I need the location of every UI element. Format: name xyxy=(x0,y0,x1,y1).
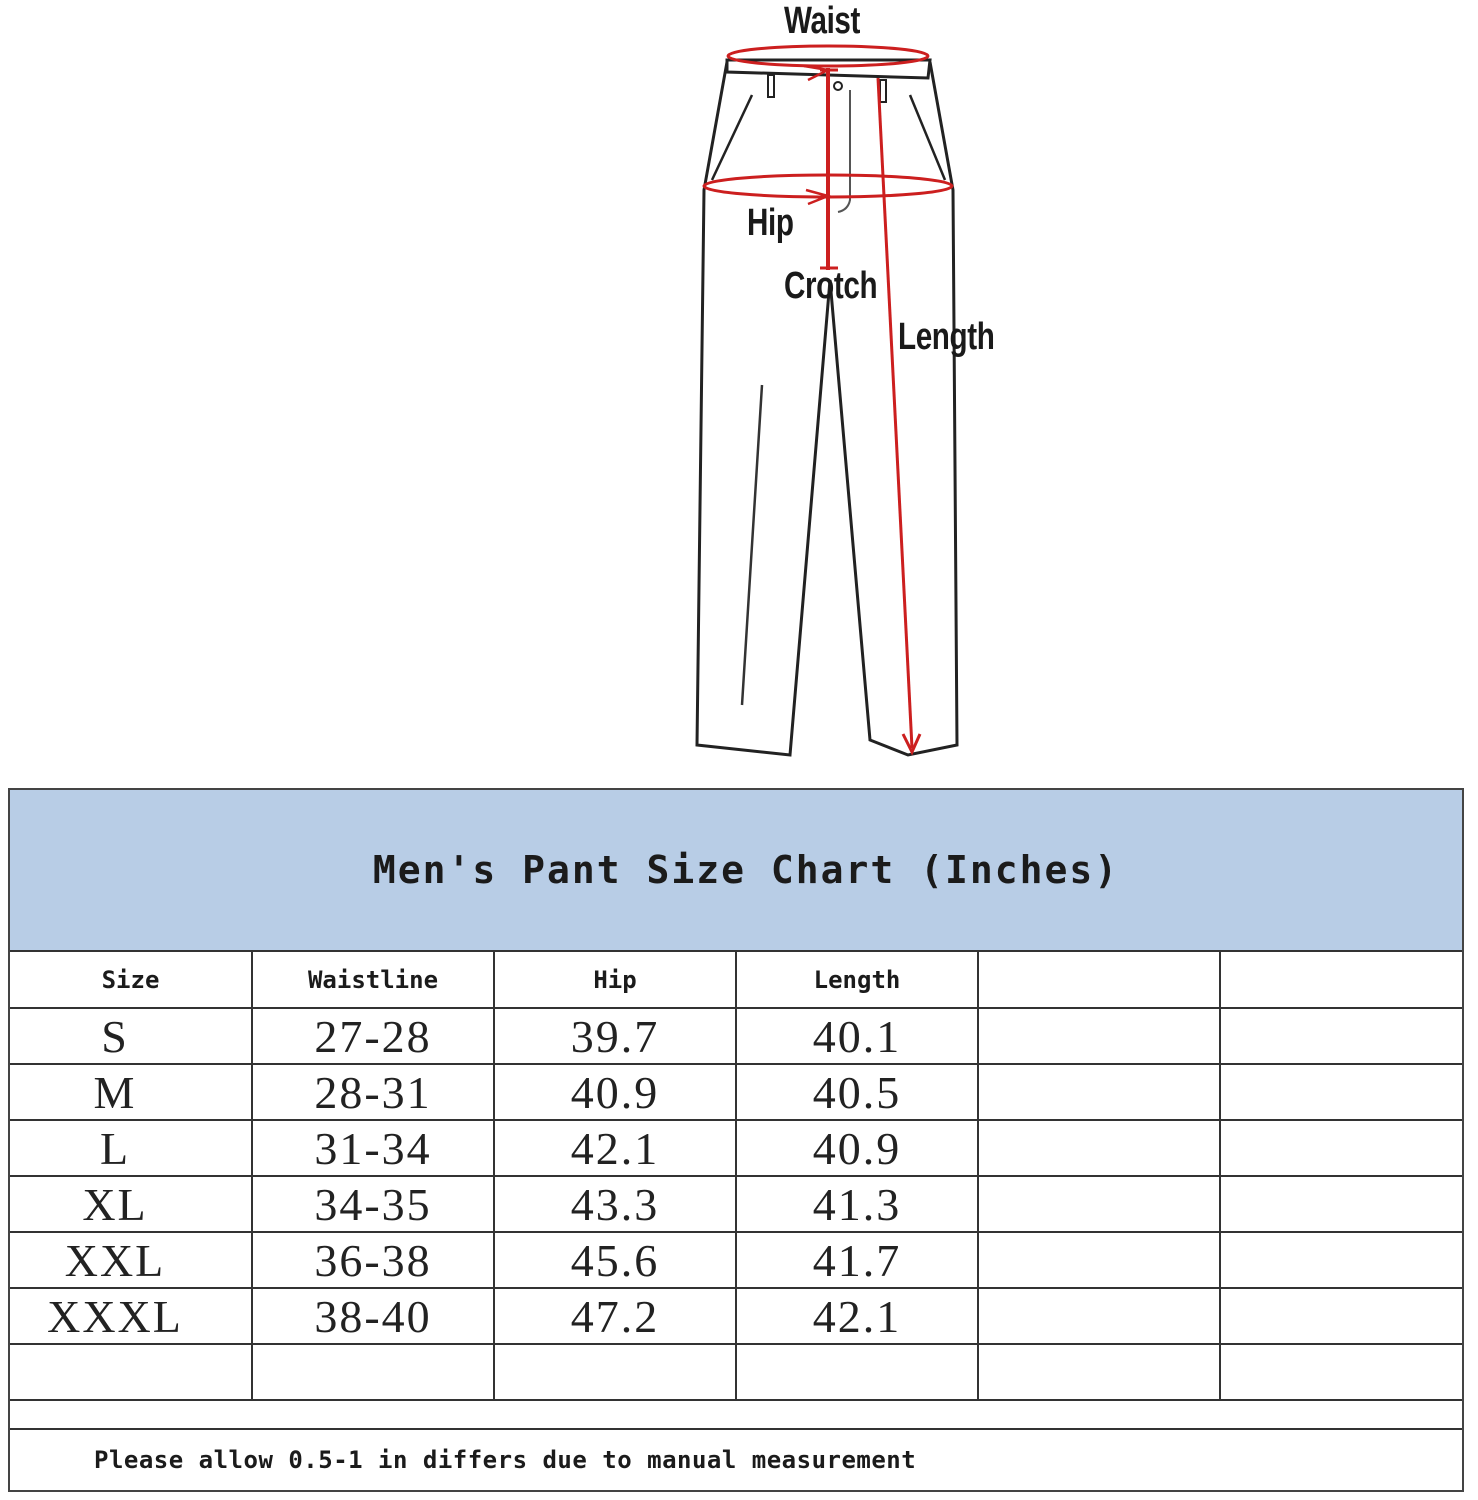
size-cell xyxy=(10,1288,252,1344)
column-header: Length xyxy=(736,952,978,1008)
empty-cell xyxy=(978,1232,1220,1288)
length-cell: 41.7 xyxy=(736,1232,978,1288)
table-row xyxy=(10,1232,1462,1288)
empty-cell xyxy=(1220,1176,1462,1232)
empty-cell xyxy=(978,1288,1220,1344)
size-cell xyxy=(10,1120,252,1176)
waistline-cell: 36-38 xyxy=(252,1232,494,1288)
size-cell xyxy=(10,1008,252,1064)
measurement-footnote: Please allow 0.5-1 in differs due to manual measurement xyxy=(10,1428,1462,1490)
hip-cell: 45.6 xyxy=(494,1232,736,1288)
length-cell: 40.9 xyxy=(736,1120,978,1176)
hip-cell: 43.3 xyxy=(494,1176,736,1232)
column-header: Hip xyxy=(494,952,736,1008)
waistline-cell: 27-28 xyxy=(252,1008,494,1064)
empty-cell xyxy=(10,1344,252,1400)
chart-title: Men's Pant Size Chart (Inches) xyxy=(372,848,1120,892)
column-header: Size xyxy=(10,952,252,1008)
table-row xyxy=(10,1288,1462,1344)
size-value: XXXL xyxy=(47,1290,183,1342)
hip-cell: 40.9 xyxy=(494,1064,736,1120)
length-cell: 40.1 xyxy=(736,1008,978,1064)
length-label: Length xyxy=(898,316,995,358)
waistline-cell: 34-35 xyxy=(252,1176,494,1232)
empty-cell xyxy=(1220,1232,1462,1288)
crotch-label: Crotch xyxy=(784,265,878,307)
column-header xyxy=(978,952,1220,1008)
hip-cell: 42.1 xyxy=(494,1120,736,1176)
empty-cell xyxy=(978,1064,1220,1120)
empty-cell xyxy=(978,1176,1220,1232)
column-header: Waistline xyxy=(252,952,494,1008)
empty-cell xyxy=(1220,1344,1462,1400)
hip-cell: 39.7 xyxy=(494,1008,736,1064)
waistline-cell: 31-34 xyxy=(252,1120,494,1176)
empty-cell xyxy=(736,1344,978,1400)
size-value: L xyxy=(99,1122,131,1174)
empty-cell xyxy=(494,1344,736,1400)
waistline-cell: 38-40 xyxy=(252,1288,494,1344)
size-chart xyxy=(8,788,1464,1492)
column-header xyxy=(1220,952,1462,1008)
empty-cell xyxy=(1220,1008,1462,1064)
empty-cell xyxy=(978,1008,1220,1064)
chart-header xyxy=(10,790,1462,952)
size-cell xyxy=(10,1064,252,1120)
size-value: S xyxy=(101,1010,129,1062)
waist-label: Waist xyxy=(784,0,861,42)
size-table xyxy=(10,952,1462,1401)
table-header-row xyxy=(10,952,1462,1008)
table-row xyxy=(10,1008,1462,1064)
waistline-cell: 28-31 xyxy=(252,1064,494,1120)
size-value: XXL xyxy=(64,1234,166,1286)
hip-label: Hip xyxy=(747,202,794,244)
empty-cell xyxy=(978,1344,1220,1400)
table-row-empty xyxy=(10,1344,1462,1400)
empty-cell xyxy=(978,1120,1220,1176)
table-row xyxy=(10,1064,1462,1120)
size-value: XL xyxy=(82,1178,148,1230)
table-row xyxy=(10,1176,1462,1232)
length-cell: 42.1 xyxy=(736,1288,978,1344)
empty-cell xyxy=(1220,1120,1462,1176)
size-cell xyxy=(10,1232,252,1288)
empty-cell xyxy=(1220,1288,1462,1344)
empty-cell xyxy=(252,1344,494,1400)
table-row xyxy=(10,1120,1462,1176)
length-cell: 41.3 xyxy=(736,1176,978,1232)
empty-cell xyxy=(1220,1064,1462,1120)
size-value: M xyxy=(93,1066,137,1118)
length-cell: 40.5 xyxy=(736,1064,978,1120)
hip-cell: 47.2 xyxy=(494,1288,736,1344)
size-cell xyxy=(10,1176,252,1232)
